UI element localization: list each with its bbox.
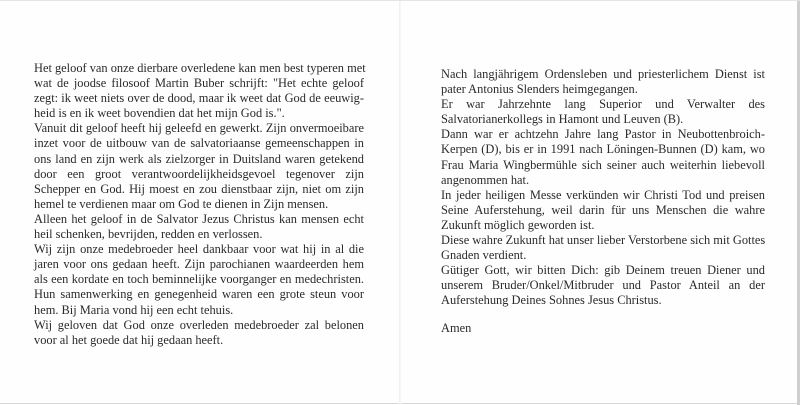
text-line: Seine Auferstehung, weil darin für uns Menschen die wahre — [441, 202, 765, 217]
text-line: jaren voor ons gedaan heeft. Zijn parochianen waardeerden hem — [34, 257, 364, 272]
text-line: Het geloof van onze dierbare overledene kan men best typeren met — [34, 61, 366, 75]
text-line: In jeder heiligen Messe verkünden wir Christi Tod und preisen — [441, 187, 765, 202]
text-line: ons land en zijn werk als zielzorger in Duitsland waren getekend — [34, 151, 364, 166]
text-line: Frau Maria Wingbermühle sich seiner auch weiterhin liebevoll — [441, 157, 765, 172]
card-fold — [399, 1, 401, 405]
text-line: Kerpen (D), bis er in 1991 nach Löningen-Bunnen (D) kam, wo — [441, 142, 765, 157]
text-line: heil schenken, bevrijden, redden en verlossen. — [34, 227, 263, 242]
text-line: pater Antonius Slenders heimgegangen. — [441, 82, 638, 97]
left-column-text — [34, 61, 364, 348]
text-line: Wij geloven dat God onze overleden medebroeder zal belonen — [34, 317, 364, 332]
text-line: voor al het goede dat hij gedaan heeft. — [34, 332, 224, 347]
text-line: inzet voor de uitbouw van de salvatoriaanse gemeenschappen in — [34, 136, 364, 151]
paragraph — [34, 242, 364, 317]
paragraph — [441, 127, 765, 187]
text-line: Gütiger Gott, wir bitten Dich: gib Deinem treuen Diener und — [441, 263, 765, 278]
text-line: zegt: ik weet niets over de dood, maar ik weet dat God de eeuwig- — [34, 91, 364, 106]
paragraph — [34, 121, 364, 212]
paragraph — [34, 318, 364, 348]
text-line: Schepper en God. Hij moest en zou dienstbaar zijn, niet om zijn — [34, 181, 364, 196]
paragraph — [34, 61, 364, 121]
text-line: als een kordate en toch beminnelijke voorganger en medechristen. — [34, 272, 364, 287]
text-line: door een groot verantwoordelijkheidsgevoel tegenover zijn — [34, 166, 364, 181]
text-line: angenommen hat. — [441, 172, 530, 187]
text-line: wat de joodse filosoof Martin Buber schrijft: "Het echte geloof — [34, 76, 364, 91]
paragraph — [441, 263, 765, 308]
text-line: Nach langjährigem Ordensleben und priesterlichem Dienst ist — [441, 67, 765, 81]
paragraph — [441, 233, 765, 263]
right-column-text — [441, 67, 765, 309]
text-line: Auferstehung Deines Sohnes Jesus Christus. — [441, 293, 662, 308]
paragraph — [441, 188, 765, 233]
paragraph — [441, 97, 765, 127]
text-line: Wij zijn onze medebroeder heel dankbaar voor wat hij in al die — [34, 242, 364, 257]
text-line: Hun samenwerking en genegenheid waren een grote steun voor — [34, 287, 364, 302]
text-line: Er war Jahrzehnte lang Superior und Verwalter des — [441, 97, 765, 112]
text-line: hemel te verdienen maar om God te dienen in Zijn mensen. — [34, 196, 329, 211]
text-line: Alleen het geloof in de Salvator Jezus Christus kan mensen echt — [34, 211, 364, 226]
paragraph — [441, 67, 765, 97]
closing-amen: Amen — [441, 321, 472, 335]
text-line: hem. Bij Maria vond hij een echt tehuis. — [34, 302, 234, 317]
text-line: Gnaden verdient. — [441, 248, 527, 263]
text-line: heid is en ik weet bovendien dat het mijn God is.". — [34, 106, 285, 121]
text-line: Dann war er achtzehn Jahre lang Pastor in Neubottenbroich- — [441, 127, 765, 142]
text-line: Diese wahre Zukunft hat unser lieber Verstorbene sich mit Gottes — [441, 233, 766, 248]
paragraph — [34, 212, 364, 242]
text-line: Zukunft möglich geworden ist. — [441, 217, 595, 232]
text-line: unserem Bruder/Onkel/Mitbruder und Pastor Anteil an der — [441, 278, 765, 293]
text-line: Salvatorianerkollegs in Hamont und Leuven (B). — [441, 112, 684, 127]
text-line: Vanuit dit geloof heeft hij geleefd en gewerkt. Zijn onvermoeibare — [34, 121, 364, 136]
